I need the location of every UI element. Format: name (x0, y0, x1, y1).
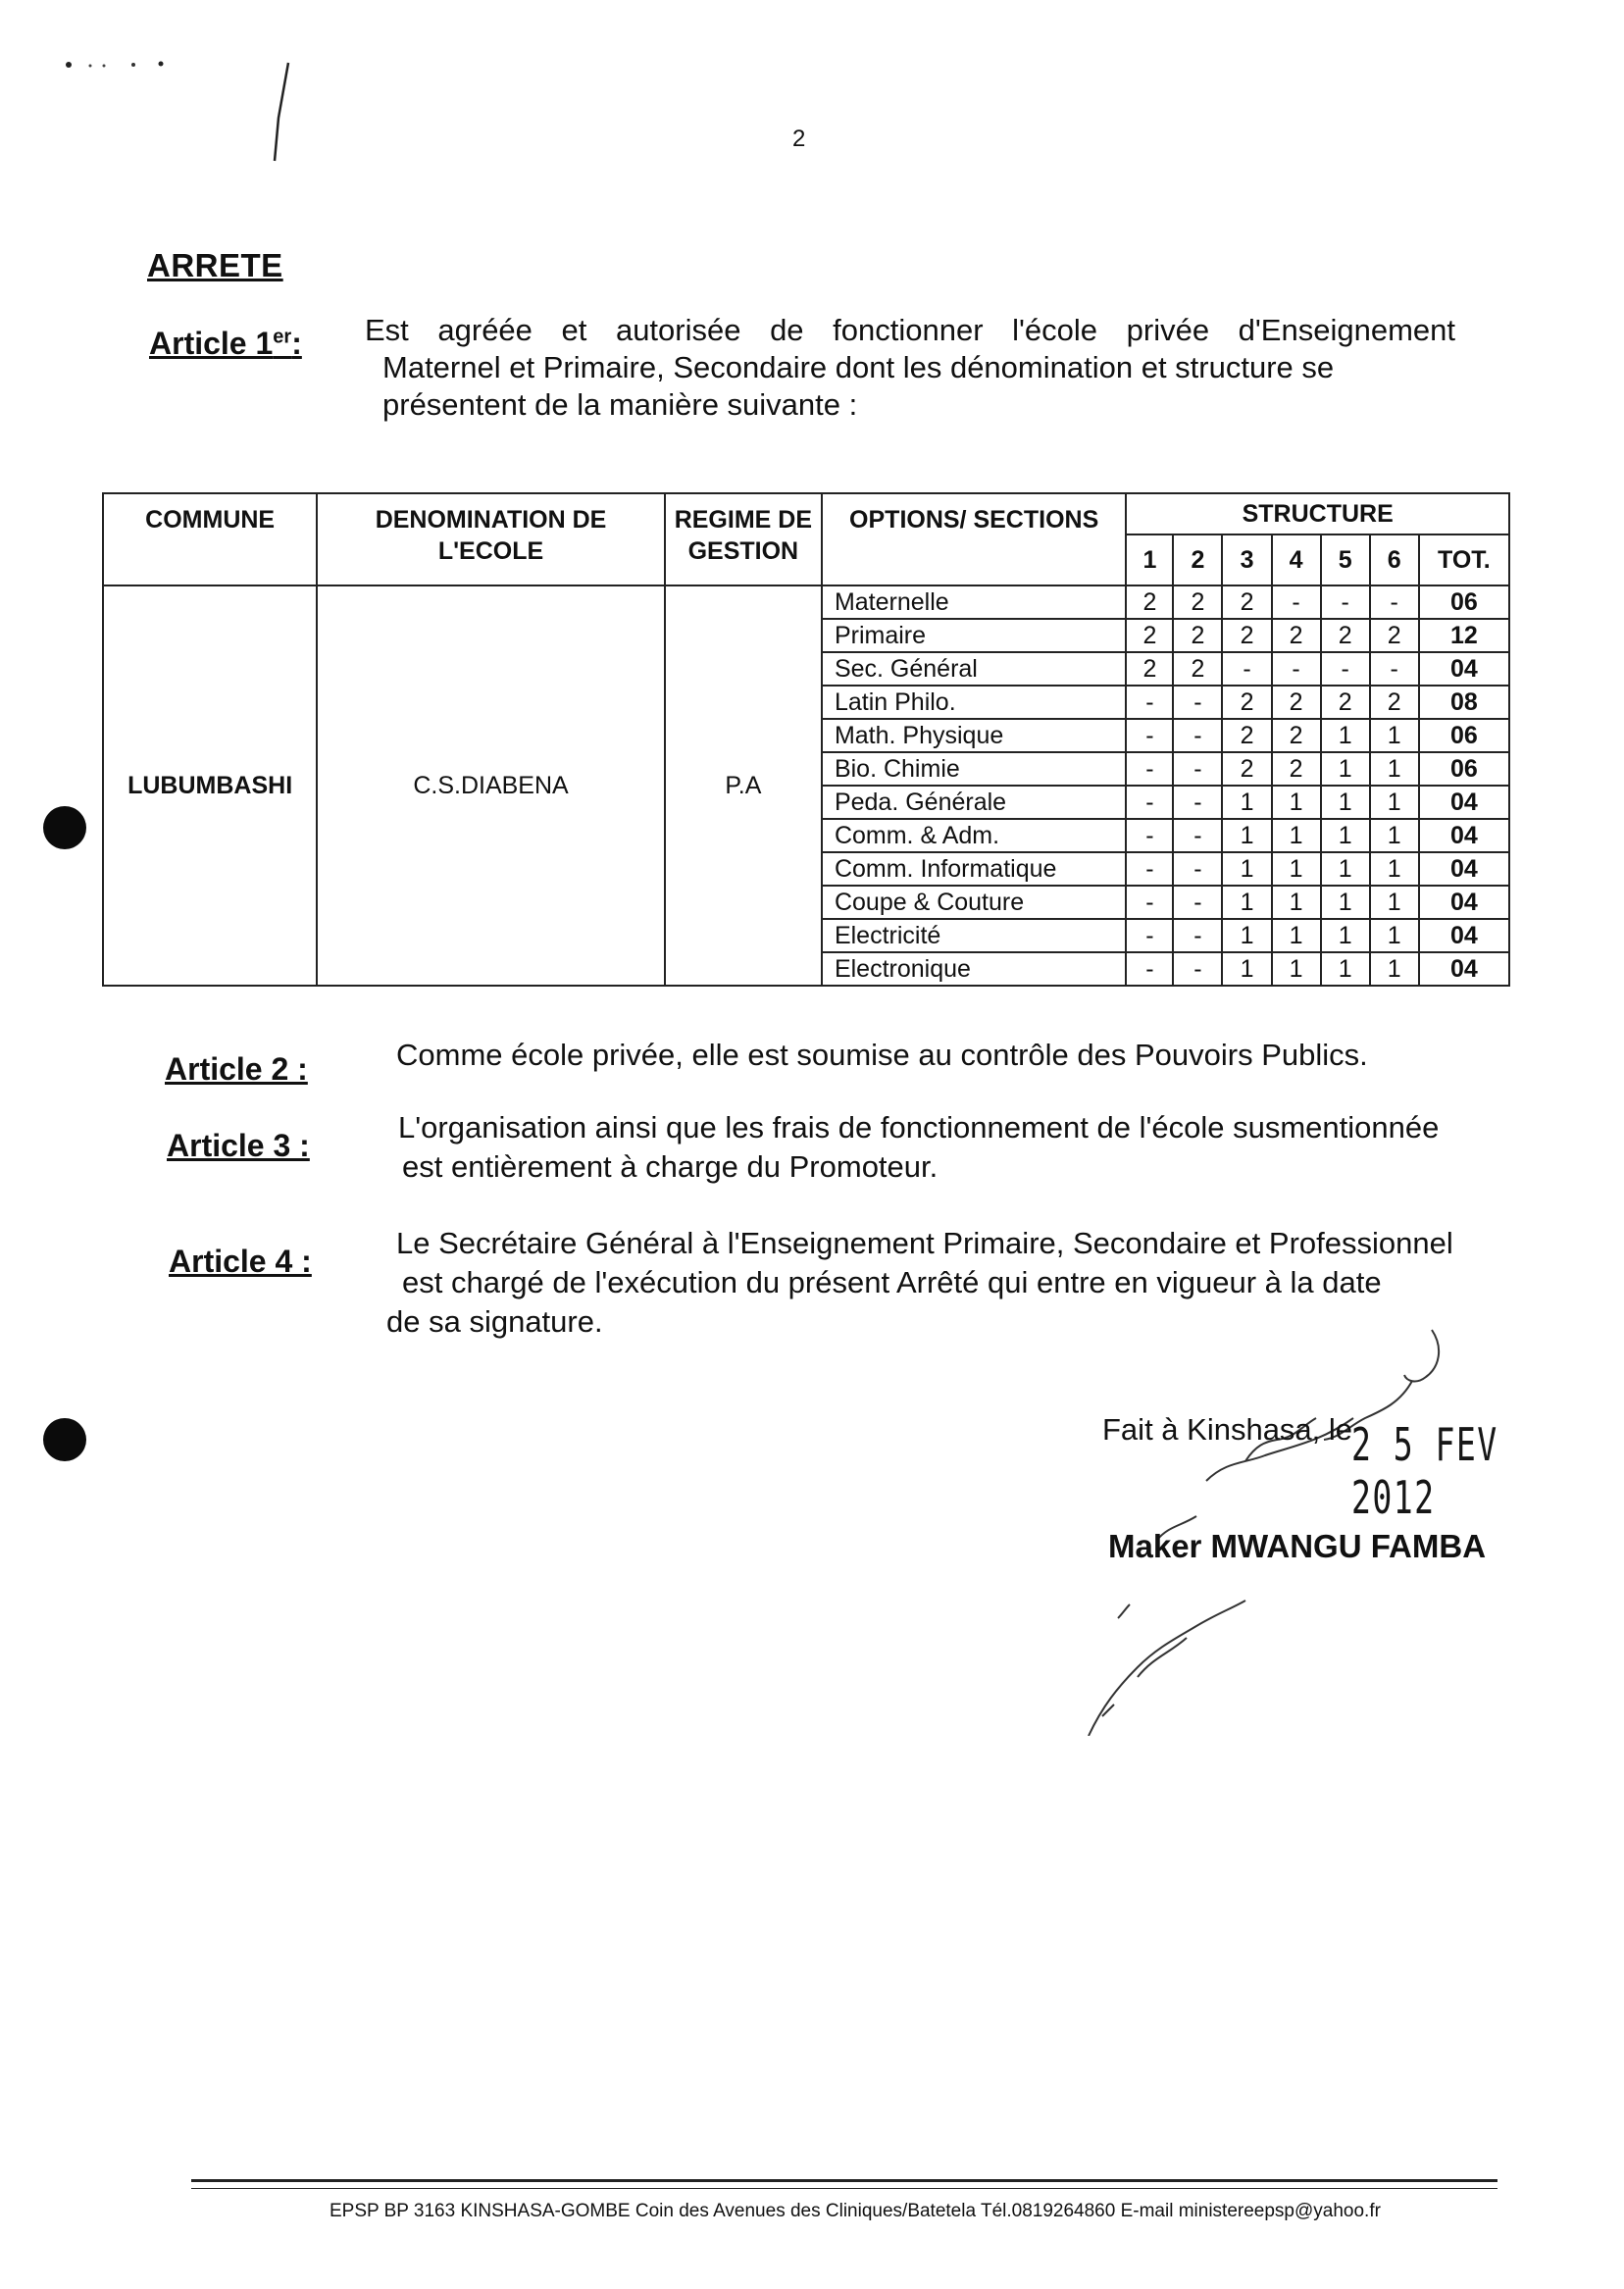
structure-value: 1 (1370, 886, 1419, 919)
structure-value: 1 (1272, 952, 1321, 986)
structure-value: 2 (1222, 752, 1271, 786)
date-stamp: 2 5 FEV 2012 (1351, 1418, 1498, 1524)
structure-value: 1 (1321, 819, 1370, 852)
structure-value: 2 (1321, 619, 1370, 652)
structure-total: 12 (1419, 619, 1509, 652)
structure-value: 2 (1173, 585, 1222, 619)
structure-value: 2 (1272, 752, 1321, 786)
structure-value: - (1370, 585, 1419, 619)
option-name: Maternelle (822, 585, 1126, 619)
structure-value: 1 (1272, 852, 1321, 886)
structure-value: 1 (1272, 819, 1321, 852)
structure-value: 1 (1321, 886, 1370, 919)
structure-value: 1 (1370, 752, 1419, 786)
structure-total: 06 (1419, 719, 1509, 752)
structure-value: 1 (1370, 919, 1419, 952)
option-name: Latin Philo. (822, 686, 1126, 719)
structure-value: 1 (1272, 919, 1321, 952)
structure-value: - (1126, 752, 1173, 786)
structure-value: 2 (1222, 619, 1271, 652)
option-name: Coupe & Couture (822, 886, 1126, 919)
footer-rule (191, 2188, 1497, 2189)
option-name: Sec. Général (822, 652, 1126, 686)
header-structure: STRUCTURE (1126, 493, 1509, 534)
structure-value: - (1173, 886, 1222, 919)
page-number: 2 (792, 126, 806, 152)
option-name: Peda. Générale (822, 786, 1126, 819)
structure-value: 2 (1126, 619, 1173, 652)
header-col-4: 4 (1272, 534, 1321, 585)
structure-value: - (1173, 752, 1222, 786)
structure-total: 04 (1419, 819, 1509, 852)
structure-value: 2 (1370, 686, 1419, 719)
structure-value: - (1222, 652, 1271, 686)
header-regime: REGIME DE GESTION (665, 493, 822, 585)
structure-total: 04 (1419, 919, 1509, 952)
header-options: OPTIONS/ SECTIONS (822, 493, 1126, 585)
header-col-6: 6 (1370, 534, 1419, 585)
article-4-text: Le Secrétaire Général à l'Enseignement Primaire, Secondaire et Professionnel est chargé de l'exécution du présent Arrêté qui entre en vigueur à la date de sa signature. (386, 1226, 1453, 1339)
structure-value: 1 (1272, 786, 1321, 819)
article-1-label: Article 1er: (149, 326, 302, 361)
structure-total: 08 (1419, 686, 1509, 719)
article-3-text: L'organisation ainsi que les frais de fonctionnement de l'école susmentionnée est entièrement à charge du Promoteur. (398, 1110, 1440, 1184)
structure-value: - (1321, 585, 1370, 619)
option-name: Primaire (822, 619, 1126, 652)
structure-value: 1 (1370, 952, 1419, 986)
structure-value: 1 (1321, 719, 1370, 752)
regime-cell: P.A (665, 585, 822, 986)
header-denomination: DENOMINATION DE L'ECOLE (317, 493, 664, 585)
article-2-label: Article 2 : (165, 1051, 308, 1087)
structure-value: 2 (1370, 619, 1419, 652)
place-date-text: Fait à Kinshasa, le (1102, 1412, 1353, 1447)
structure-value: 1 (1321, 952, 1370, 986)
structure-value: 1 (1321, 852, 1370, 886)
structure-value: 1 (1222, 819, 1271, 852)
structure-value: 2 (1272, 619, 1321, 652)
structure-value: - (1173, 852, 1222, 886)
structure-value: 2 (1126, 652, 1173, 686)
structure-total: 04 (1419, 886, 1509, 919)
punch-hole (43, 806, 86, 849)
structure-total: 06 (1419, 752, 1509, 786)
structure-value: - (1370, 652, 1419, 686)
structure-value: - (1272, 652, 1321, 686)
structure-value: - (1126, 852, 1173, 886)
structure-value: - (1126, 786, 1173, 819)
article-3-label: Article 3 : (167, 1128, 310, 1163)
structure-total: 04 (1419, 652, 1509, 686)
structure-value: 1 (1321, 786, 1370, 819)
structure-value: 1 (1370, 852, 1419, 886)
punch-hole (43, 1418, 86, 1461)
structure-value: 1 (1370, 819, 1419, 852)
footer-rule (191, 2179, 1497, 2182)
structure-value: - (1173, 786, 1222, 819)
header-col-5: 5 (1321, 534, 1370, 585)
header-col-3: 3 (1222, 534, 1271, 585)
structure-value: 1 (1222, 952, 1271, 986)
structure-value: - (1126, 719, 1173, 752)
structure-value: 2 (1321, 686, 1370, 719)
structure-value: - (1126, 886, 1173, 919)
structure-value: 2 (1222, 585, 1271, 619)
article-4-label: Article 4 : (169, 1244, 312, 1279)
structure-total: 04 (1419, 852, 1509, 886)
option-name: Comm. Informatique (822, 852, 1126, 886)
structure-value: - (1173, 819, 1222, 852)
structure-value: 1 (1321, 752, 1370, 786)
option-name: Electronique (822, 952, 1126, 986)
structure-value: 1 (1222, 919, 1271, 952)
header-commune: COMMUNE (103, 493, 317, 585)
structure-value: 1 (1222, 886, 1271, 919)
structure-value: - (1173, 719, 1222, 752)
header-col-2: 2 (1173, 534, 1222, 585)
structure-value: - (1173, 919, 1222, 952)
header-col-1: 1 (1126, 534, 1173, 585)
option-name: Electricité (822, 919, 1126, 952)
structure-value: - (1126, 952, 1173, 986)
document-heading: ARRETE (147, 247, 283, 283)
structure-value: 1 (1370, 786, 1419, 819)
structure-total: 04 (1419, 786, 1509, 819)
pen-mark (265, 59, 294, 172)
structure-value: - (1272, 585, 1321, 619)
structure-value: 2 (1222, 686, 1271, 719)
option-name: Comm. & Adm. (822, 819, 1126, 852)
structure-value: 2 (1272, 719, 1321, 752)
structure-value: - (1173, 686, 1222, 719)
structure-total: 04 (1419, 952, 1509, 986)
structure-value: 1 (1370, 719, 1419, 752)
signatory-name: Maker MWANGU FAMBA (1108, 1528, 1487, 1564)
structure-value: - (1126, 686, 1173, 719)
structure-value: - (1126, 919, 1173, 952)
structure-value: 2 (1222, 719, 1271, 752)
option-name: Math. Physique (822, 719, 1126, 752)
scan-marks (63, 57, 171, 81)
article-1-text: Est agréée et autorisée de fonctionner l'école privée d'Enseignement Maternel et Primaire, Secondaire dont les dénomination et structure se présentent de la manière suivante : (365, 313, 1455, 422)
structure-value: 2 (1126, 585, 1173, 619)
footer-address: EPSP BP 3163 KINSHASA-GOMBE Coin des Avenues des Cliniques/Batetela Tél.0819264860 E-mail ministereepsp@yahoo.fr (330, 2201, 1381, 2221)
commune-cell: LUBUMBASHI (103, 585, 317, 986)
structure-value: - (1173, 952, 1222, 986)
structure-value: 2 (1173, 619, 1222, 652)
structure-value: - (1321, 652, 1370, 686)
article-2-text: Comme école privée, elle est soumise au contrôle des Pouvoirs Publics. (396, 1038, 1368, 1072)
structure-value: 2 (1173, 652, 1222, 686)
header-col-total: TOT. (1419, 534, 1509, 585)
structure-value: - (1126, 819, 1173, 852)
structure-value: 2 (1272, 686, 1321, 719)
structure-value: 1 (1222, 852, 1271, 886)
denomination-cell: C.S.DIABENA (317, 585, 664, 986)
school-structure-table (102, 492, 1510, 987)
structure-value: 1 (1272, 886, 1321, 919)
structure-value: 1 (1222, 786, 1271, 819)
structure-total: 06 (1419, 585, 1509, 619)
structure-value: 1 (1321, 919, 1370, 952)
option-name: Bio. Chimie (822, 752, 1126, 786)
